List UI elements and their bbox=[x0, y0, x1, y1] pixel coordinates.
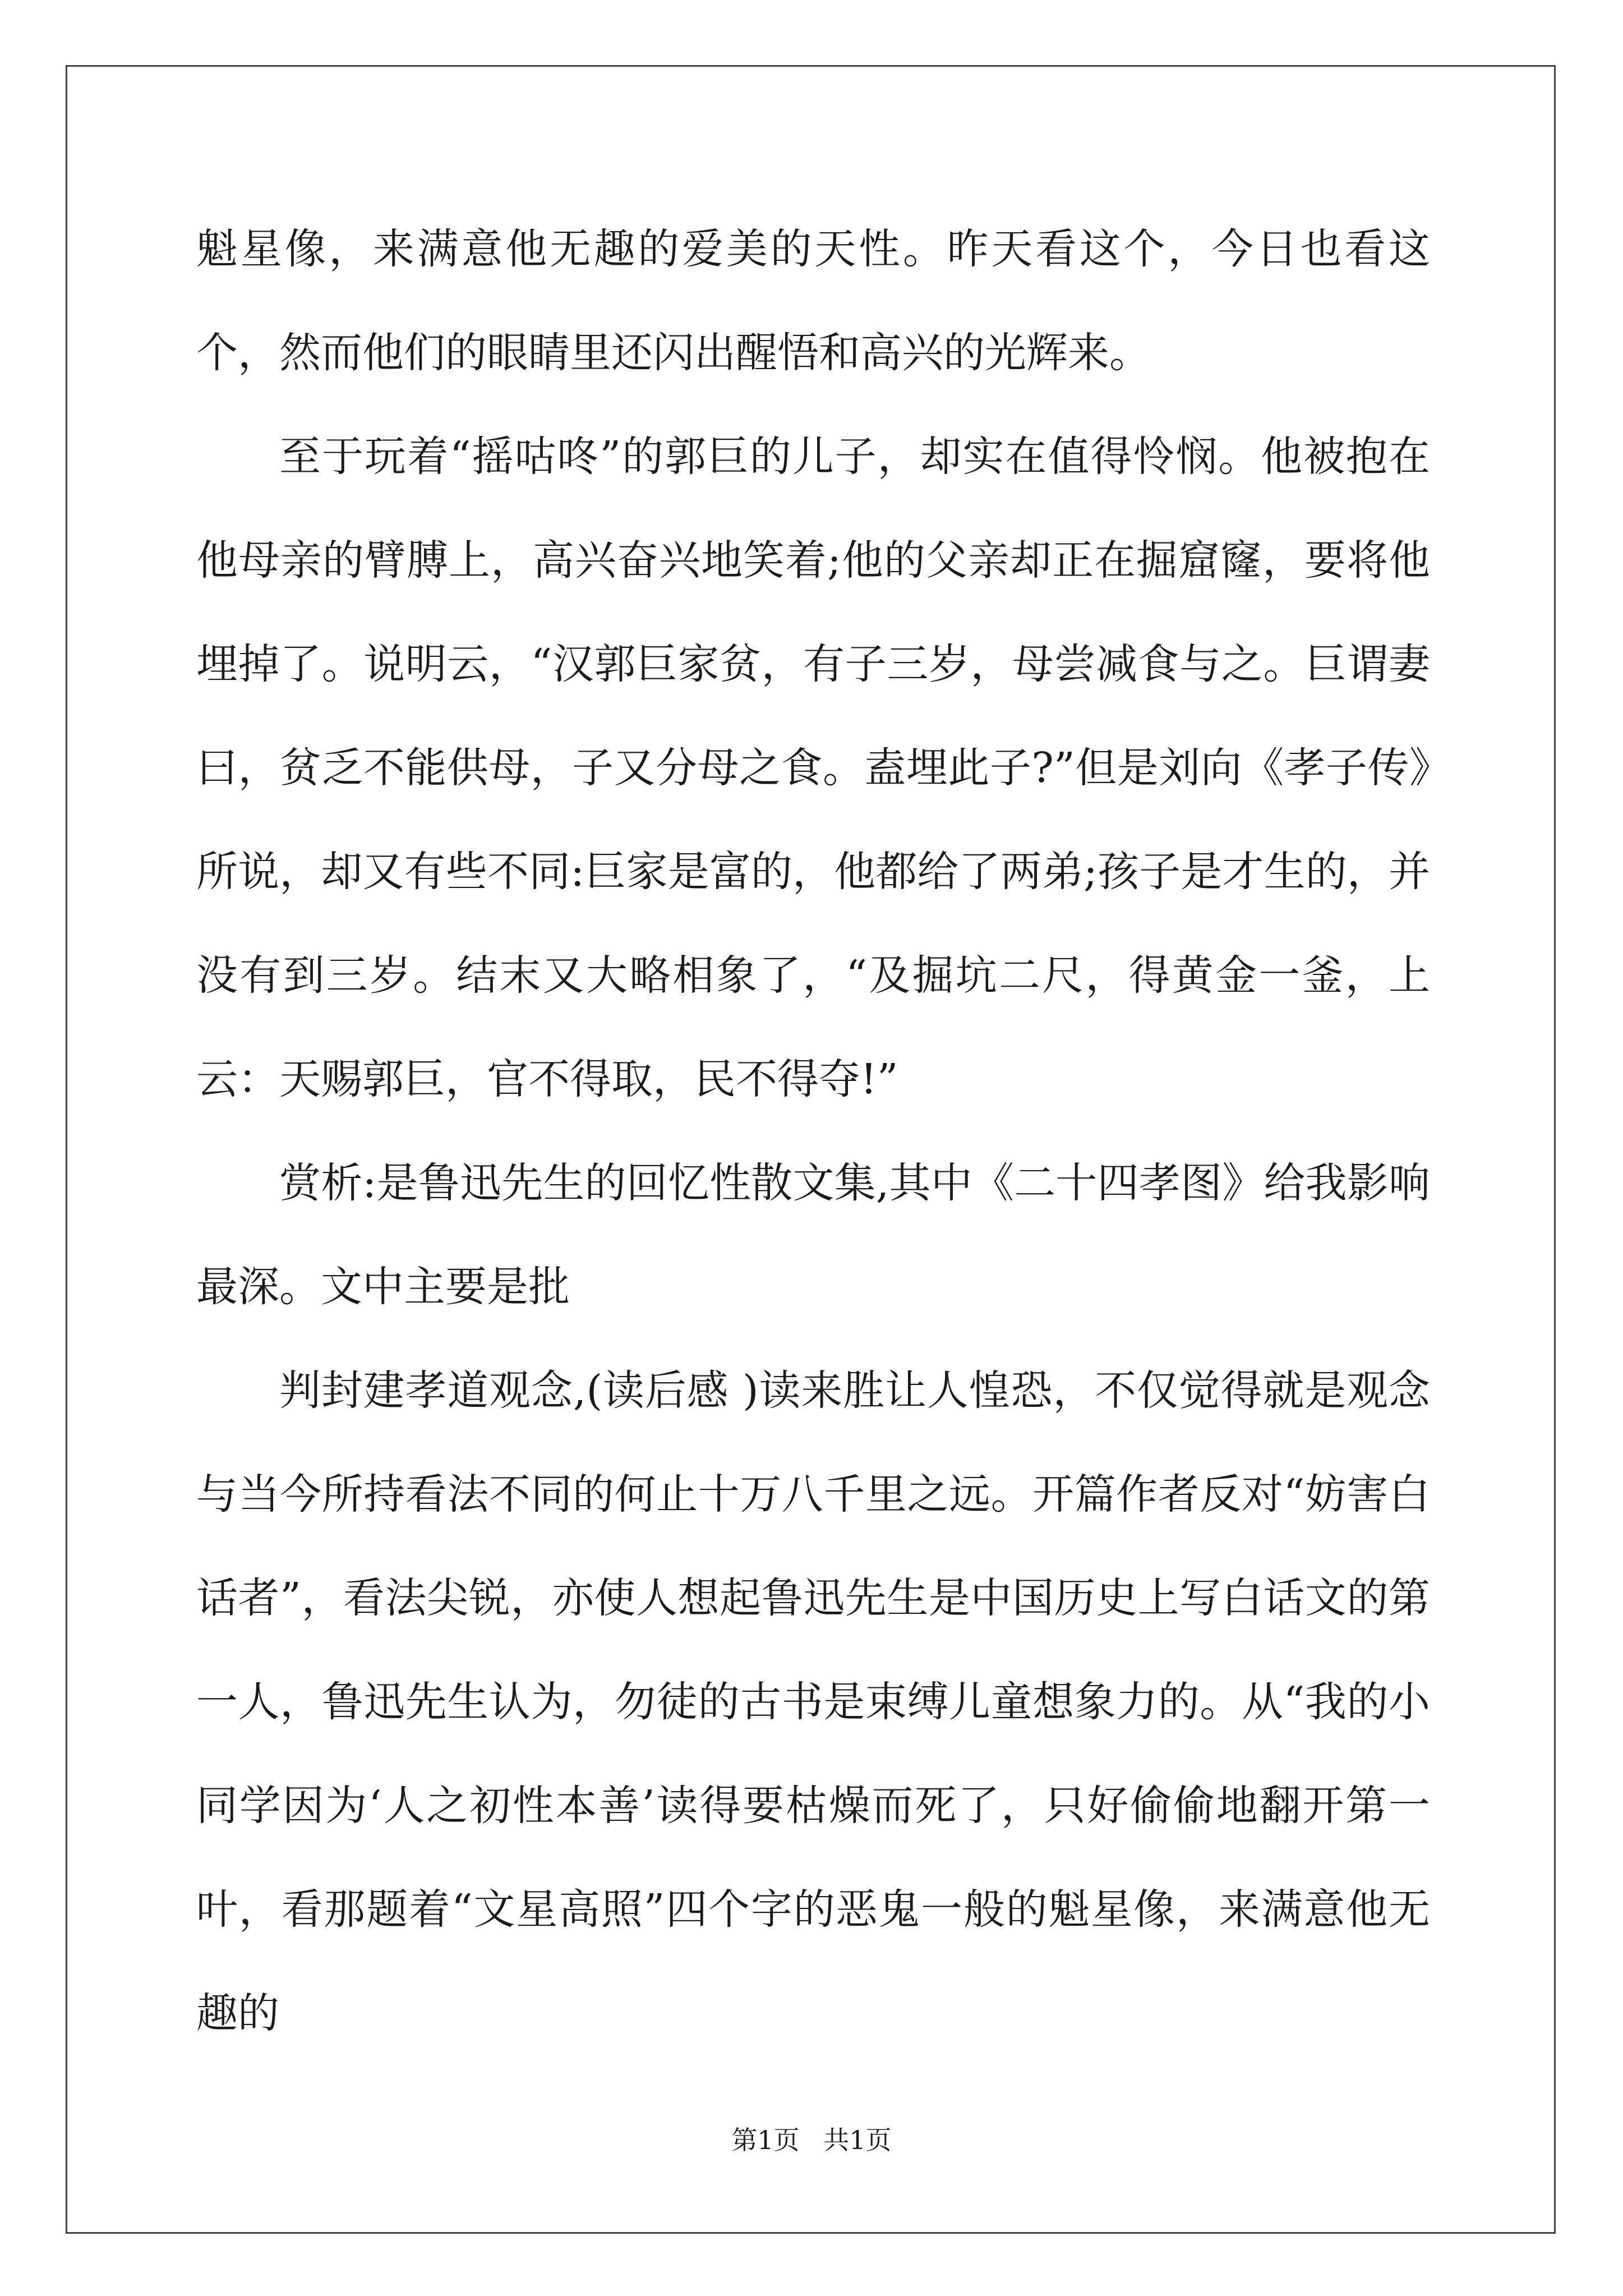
page-number: 第1页 bbox=[731, 2125, 800, 2155]
paragraph-4: 判封建孝道观念,(读后感 )读来胜让人惶恐，不仅觉得就是观念与当今所持看法不同的何止十万八千里之远。开篇作者反对“妨害白话者”，看法尖锐，亦使人想起鲁迅先生是中国历史上写白话文的第一人，鲁迅先生认为，勿徒的古书是束缚儿童想象力的。从“我的小同学因为‘人之初性本善’读得要枯燥而死了，只好偷偷地翻开第一叶，看那题着“文星高照”四个字的恶鬼一般的魁星像，来满意他无趣的 bbox=[196, 1366, 1430, 2037]
paragraph-3: 赏析:是鲁迅先生的回忆性散文集,其中《二十四孝图》给我影响最深。文中主要是批 bbox=[196, 1159, 1430, 1311]
paragraph-1: 魁星像，来满意他无趣的爱美的天性。昨天看这个，今日也看这个，然而他们的眼睛里还闪出醒悟和高兴的光辉来。 bbox=[196, 225, 1430, 377]
page-footer bbox=[0, 2120, 1623, 2157]
document-body bbox=[196, 197, 1430, 2065]
page-total: 共1页 bbox=[823, 2125, 892, 2155]
paragraph-2: 至于玩着“摇咕咚”的郭巨的儿子，却实在值得怜悯。他被抱在他母亲的臂膊上，高兴奋兴地笑着;他的父亲却正在掘窟窿，要将他埋掉了。说明云，“汉郭巨家贫，有子三岁，母尝减食与之。巨谓妻曰，贫乏不能供母，子又分母之食。盍埋此子?”但是刘向《孝子传》所说，却又有些不同:巨家是富的，他都给了两弟;孩子是才生的，并没有到三岁。结末又大略相象了，“及掘坑二尺，得黄金一釜，上云：天赐郭巨，官不得取，民不得夺!” bbox=[196, 432, 1430, 1103]
